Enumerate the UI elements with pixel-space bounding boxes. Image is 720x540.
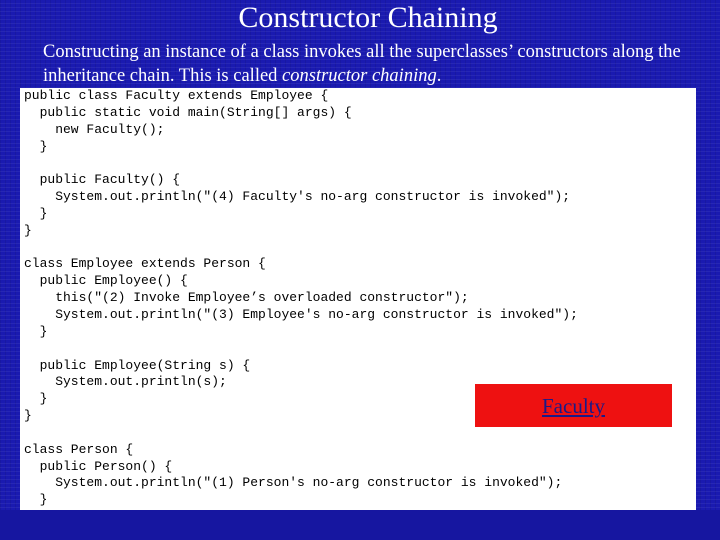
code-line: } bbox=[24, 408, 32, 424]
code-line: } bbox=[24, 492, 48, 508]
code-line: System.out.println("(1) Person's no-arg constructor is invoked"); bbox=[24, 475, 563, 491]
code-line: } bbox=[24, 391, 48, 407]
code-line bbox=[24, 240, 578, 257]
code-line: new Faculty(); bbox=[24, 121, 165, 137]
intro-text bbox=[43, 40, 713, 88]
faculty-highlight-box[interactable] bbox=[475, 384, 672, 427]
code-line: class Employee extends Person { bbox=[24, 256, 266, 272]
code-block bbox=[24, 88, 578, 526]
code-line: public Employee(String s) { bbox=[24, 357, 251, 373]
intro-end: . bbox=[436, 66, 442, 86]
intro-plain: Constructing an instance of a class invokes all the superclasses’ constructors along the inheritance chain. This is called bbox=[43, 42, 681, 86]
code-line: } bbox=[24, 323, 48, 339]
slide-title: Constructor Chaining bbox=[238, 1, 498, 34]
code-line bbox=[24, 341, 578, 358]
code-line: System.out.println(s); bbox=[24, 374, 227, 390]
bottom-band bbox=[0, 510, 720, 540]
code-line: public Faculty() { bbox=[24, 172, 181, 188]
code-line: public static void main(String[] args) { bbox=[24, 104, 352, 120]
code-line: this("(2) Invoke Employee’s overloaded constructor"); bbox=[24, 290, 469, 306]
code-line: } bbox=[24, 205, 48, 221]
code-line: System.out.println("(4) Faculty's no-arg constructor is invoked"); bbox=[24, 189, 571, 205]
code-line: public Person() { bbox=[24, 458, 173, 474]
code-line bbox=[24, 425, 578, 442]
code-line bbox=[24, 155, 578, 172]
code-line: public class Faculty extends Employee { bbox=[24, 88, 329, 103]
code-line: System.out.println("(3) Employee's no-arg constructor is invoked"); bbox=[24, 306, 578, 322]
code-line: } bbox=[24, 138, 48, 154]
code-panel bbox=[20, 88, 696, 525]
faculty-link[interactable]: Faculty bbox=[542, 394, 605, 418]
code-line: } bbox=[24, 222, 32, 238]
code-line: class Person { bbox=[24, 441, 134, 457]
code-line: public Employee() { bbox=[24, 273, 188, 289]
intro-emphasis: constructor chaining bbox=[282, 66, 437, 86]
